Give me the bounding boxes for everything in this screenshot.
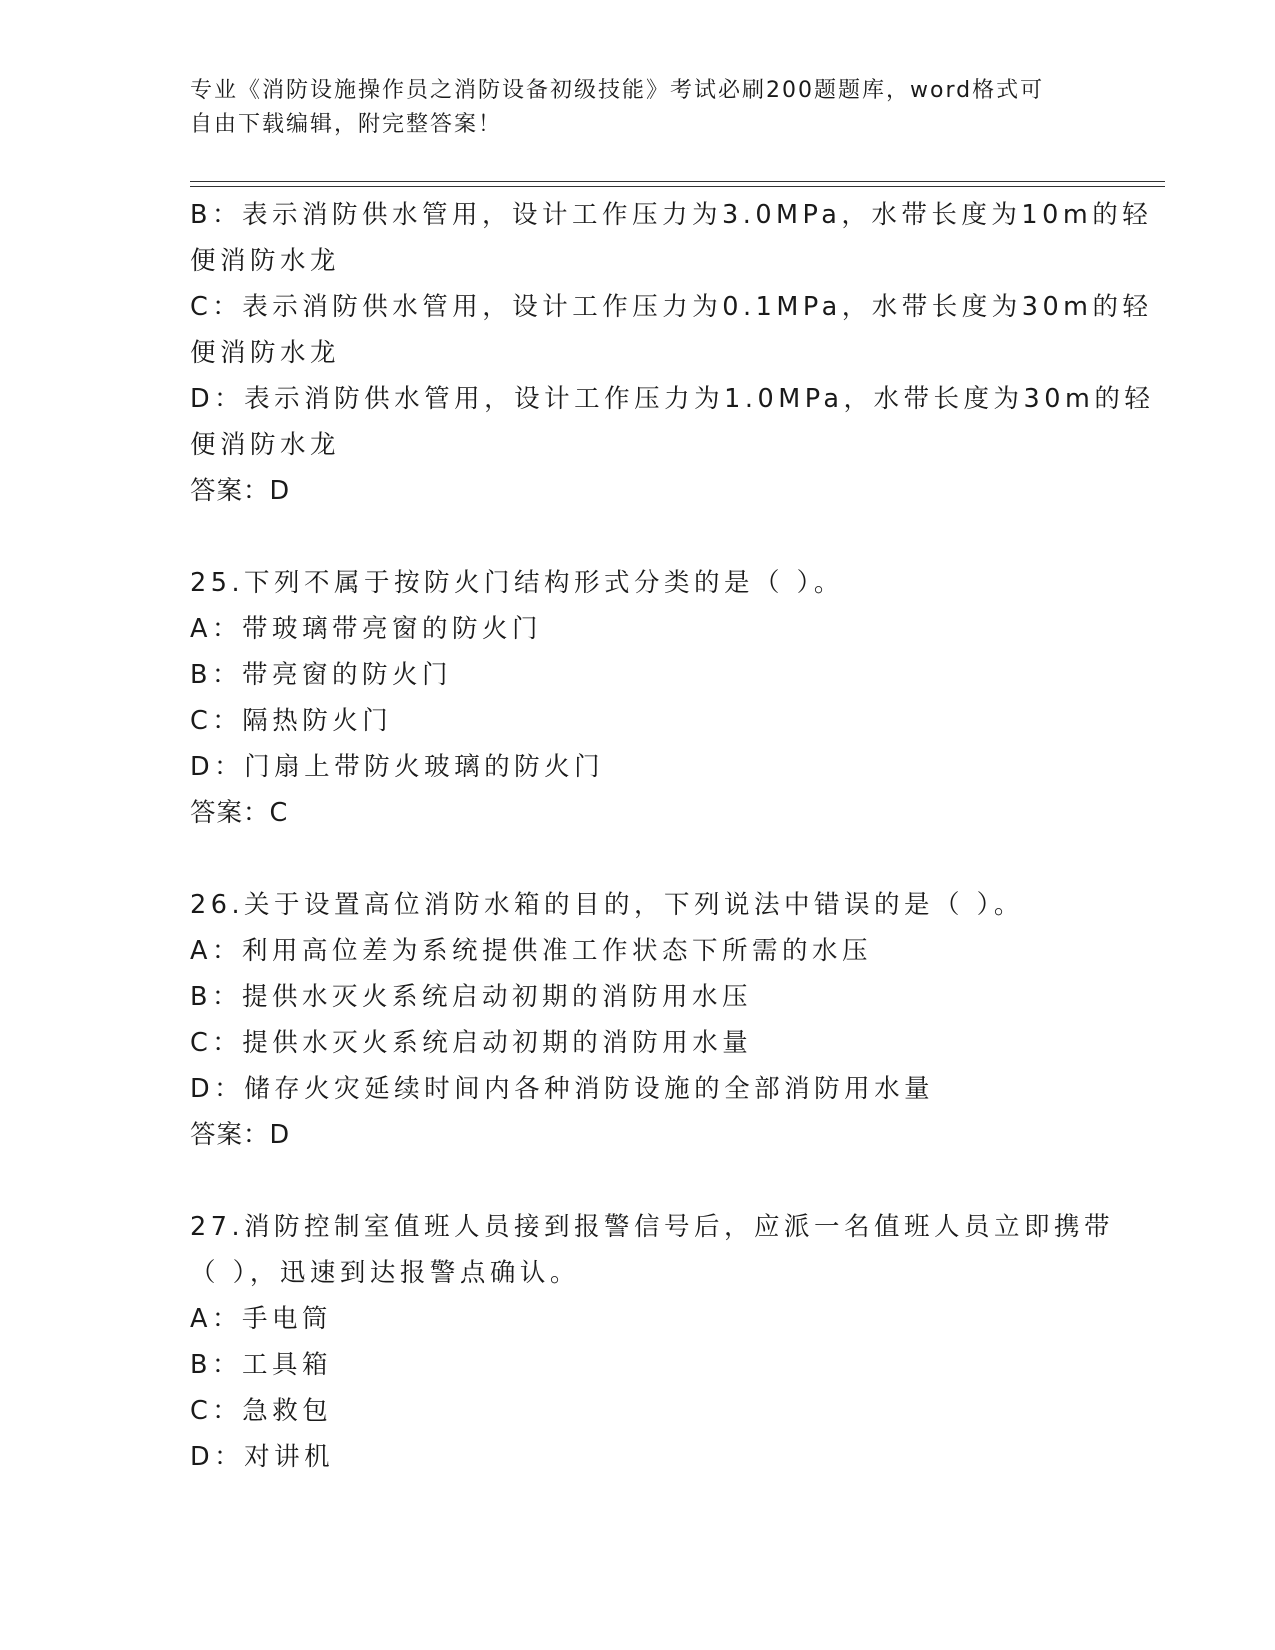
option-d-line-1: D：表示消防供水管用，设计工作压力为1.0MPa，水带长度为30m的轻 [190, 384, 1155, 414]
answer: 答案：D [190, 1120, 291, 1150]
option-c: C：隔热防火门 [190, 706, 393, 736]
document-header [190, 74, 1090, 142]
option-c: C：提供水灭火系统启动初期的消防用水量 [190, 1028, 753, 1058]
header-line-2: 自由下载编辑，附完整答案！ [190, 112, 503, 137]
header-line-1: 专业《消防设施操作员之消防设备初级技能》考试必刷200题题库，word格式可 [190, 78, 1045, 103]
option-a: A：利用高位差为系统提供准工作状态下所需的水压 [190, 936, 872, 966]
option-d: D：储存火灾延续时间内各种消防设施的全部消防用水量 [190, 1074, 935, 1104]
question-27 [190, 1204, 1140, 1480]
option-b: B：工具箱 [190, 1350, 332, 1380]
question-list [190, 192, 1155, 1480]
question-25 [190, 560, 1140, 836]
answer: 答案：C [190, 798, 289, 828]
option-d: D：对讲机 [190, 1442, 335, 1472]
header-divider-bottom [190, 186, 1165, 187]
question-stem: 26.关于设置高位消防水箱的目的，下列说法中错误的是（ ）。 [190, 890, 1024, 920]
header-divider-top [190, 181, 1165, 182]
question-26 [190, 882, 1140, 1158]
option-b: B：提供水灭火系统启动初期的消防用水压 [190, 982, 752, 1012]
question-stem-line-2: （ ），迅速到达报警点确认。 [190, 1258, 580, 1288]
option-d-line-2: 便消防水龙 [190, 430, 341, 460]
option-d: D：门扇上带防火玻璃的防火门 [190, 752, 605, 782]
answer: 答案：D [190, 476, 291, 506]
question-stem-line-1: 27.消防控制室值班人员接到报警信号后，应派一名值班人员立即携带 [190, 1212, 1115, 1242]
option-b: B：带亮窗的防火门 [190, 660, 452, 690]
question-24-continued [190, 192, 1155, 514]
option-a: A：带玻璃带亮窗的防火门 [190, 614, 542, 644]
option-b-line-2: 便消防水龙 [190, 246, 341, 276]
option-c-line-1: C：表示消防供水管用，设计工作压力为0.1MPa，水带长度为30m的轻 [190, 292, 1153, 322]
question-stem: 25.下列不属于按防火门结构形式分类的是（ ）。 [190, 568, 844, 598]
option-a: A：手电筒 [190, 1304, 332, 1334]
option-c-line-2: 便消防水龙 [190, 338, 341, 368]
option-b-line-1: B：表示消防供水管用，设计工作压力为3.0MPa，水带长度为10m的轻 [190, 200, 1153, 230]
option-c: C：急救包 [190, 1396, 333, 1426]
